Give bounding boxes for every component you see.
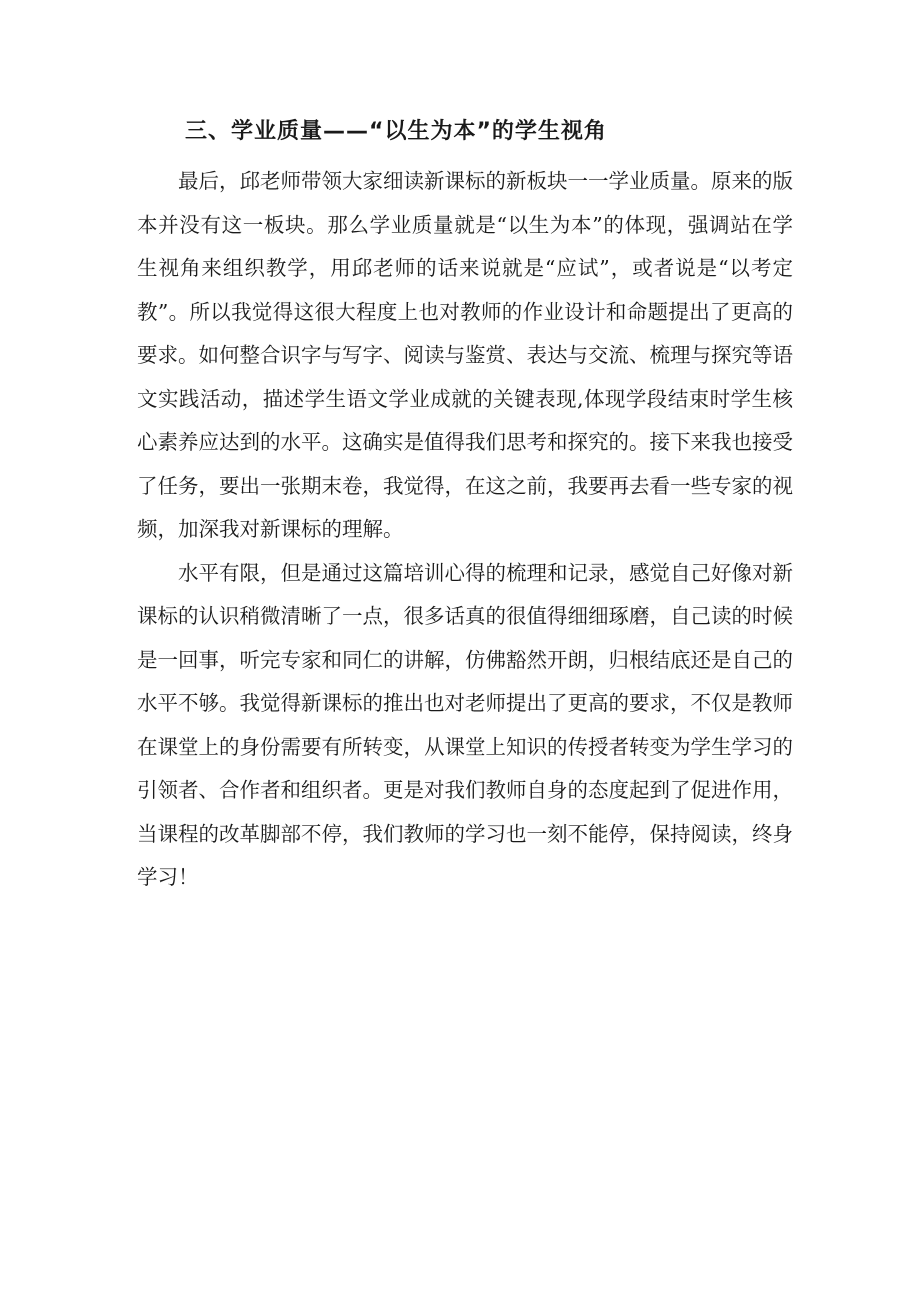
document-body bbox=[137, 112, 793, 900]
section-heading: 三、学业质量——“以生为本”的学生视角 bbox=[185, 119, 607, 144]
paragraph-2: 水平有限，但是通过这篇培训心得的梳理和记录，感觉自己好像对新课标的认识稍微清晰了一点，很多话真的很值得细细琢磨，自己读的时候是一回事，听完专家和同仁的讲解，仿佛豁然开朗，归根结底还是自己的水平不够。我觉得新课标的推出也对老师提出了更高的要求，不仅是教师在课堂上的身份需要有所转变，从课堂上知识的传授者转变为学生学习的引领者、合作者和组织者。更是对我们教师自身的态度起到了促进作用，当课程的改革脚部不停，我们教师的学习也一刻不能停，保持阅读，终身学习！ bbox=[137, 560, 793, 889]
paragraph-1: 最后，邱老师带领大家细读新课标的新板块一一学业质量。原来的版本并没有这一板块。那么学业质量就是“以生为本”的体现，强调站在学生视角来组织教学，用邱老师的话来说就是“应试”，或者说是“以考定教”。所以我觉得这很大程度上也对教师的作业设计和命题提出了更高的要求。如何整合识字与写字、阅读与鉴赏、表达与交流、梳理与探究等语文实践活动，描述学生语文学业成就的关键表现,体现学段结束时学生核心素养应达到的水平。这确实是值得我们思考和探究的。接下来我也接受了任务，要出一张期末卷，我觉得，在这之前，我要再去看一些专家的视频，加深我对新课标的理解。 bbox=[137, 169, 793, 541]
